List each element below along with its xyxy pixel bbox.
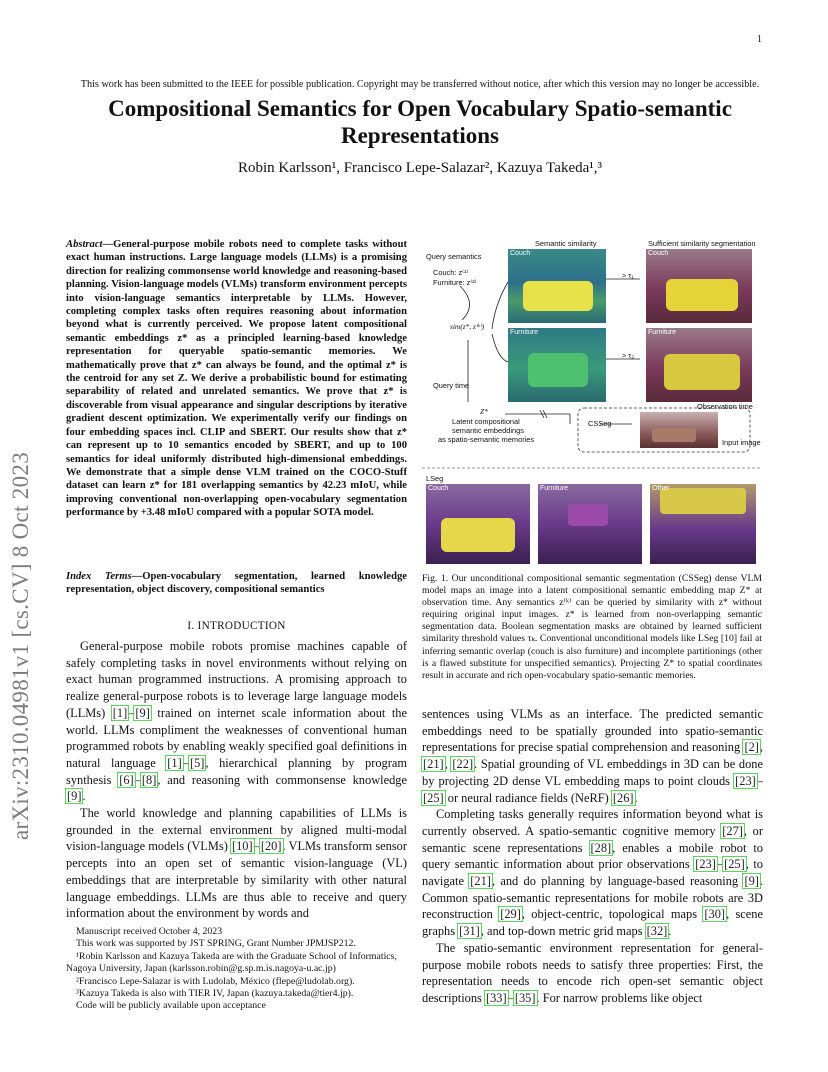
citation-link[interactable]: [20] xyxy=(260,839,282,854)
text-run: The world knowledge and planning capabilities of LLMs is grounded in the external environment by aligned multi-modal vision-language models (VLMs) xyxy=(66,806,407,854)
citation-link[interactable]: [22] xyxy=(452,757,474,772)
text-run: , or semantic scene representations xyxy=(422,823,763,855)
figure-1 xyxy=(420,234,764,567)
citation-link[interactable]: [9] xyxy=(744,874,759,889)
figure-label: Latent compositional xyxy=(452,417,520,426)
footnote: Code will be publicly available upon acceptance xyxy=(76,1000,266,1012)
text-run: . VLMs transform sensor percepts into an open set of semantic vision-language (VL) embeddings that are interpretable by similarity with other natural language embeddings. LLMs are thus able to receive and query information about the environment by words and xyxy=(66,839,407,921)
citation-link[interactable]: [33] xyxy=(485,990,507,1005)
panel-tag: Couch xyxy=(428,485,449,492)
figure-label: CSSeg xyxy=(588,419,612,428)
citation-link[interactable]: [1] xyxy=(167,755,182,770)
text-run: , object-centric, topological maps xyxy=(521,907,704,922)
citation-link[interactable]: [25] xyxy=(423,790,444,805)
body-paragraph: Completing tasks generally requires information beyond what is currently observed. A spatio-semantic cognitive memory [27], or semantic scene representations [28], enables a mobile robot to query semantic information about prior observations [23]–[25], to navigate [21], and do planning by language-based reasoning [9]. Common spatio-semantic representations for mobile robots are 3D reconstruction [29], object-centric, topological maps [30], scene graphs [31], and top-down metric grid maps [32]. xyxy=(422,807,764,939)
text-run: . Spatial grounding of VL embeddings in 3D can be done by projecting 2D dense VL embedding maps to point clouds xyxy=(422,757,763,788)
abstract-text: —General-purpose mobile robots need to complete tasks without exact human instructions. Large language models (LLMs) is a promising direction for realizing commonsense world knowledge and reasoning-based planning. Vision-language models (VLMs) transform environment percepts into vision-language semantics interpretable by LLMs. However, completing complex tasks often requires reasoning about information beyond what is currently perceived. We propose latent compositional semantic embeddings z* as a principled learning-based knowledge representation for queryable spatio-semantic memories. We mathematically prove that z* can always be found, and the optimal z* is the centroid for any set Z. We derive a probabilistic bound for estimating separability of related and unrelated semantics. We prove that z* is discoverable from visual appearance and singular descriptions by iterative gradient descent optimization. We experimentally verify our findings on four embedding spaces incl. CLIP and SBERT. Our results show that z* can represent up to 10 semantics encoded by SBERT, and up to 100 semantics for ideal uniformly distributed high-dimensional embeddings. We demonstrate that a simple dense VLM trained on the COCO-Stuff dataset can learn z* for 181 overlapping semantics by 42.23 mIoU, while improving conventional non-overlapping open-vocabulary segmentation performance by +3.48 mIoU compared with a popular SOTA model. xyxy=(66,239,407,519)
text-run: , and top-down metric grid maps xyxy=(480,924,646,939)
citation-link[interactable]: [26] xyxy=(612,790,634,805)
input-image-thumbnail xyxy=(640,412,718,448)
figure-caption: Fig. 1. Our unconditional compositional semantic segmentation (CSSeg) dense VLM model maps an image into a latent compositional semantic embedding map Z* at observation time. Any semantics z⁽ᵏ⁾ can be queried by similarity with z* without requiring original input images. z* is learned from non-overlapping semantic segmentation data. Boolean segmentation masks are obtained by learned sufficient similarity threshold values τₖ. Conventional unconditional models like LSeg [10] fail at inferring semantic overlap (couch is also furniture) and incomplete partitionings (other is a flawed substitute for unspecified semantics). Projecting Z* to spatial coordinates result in accurate and rich open-vocabulary spatio-semantic memories. xyxy=(422,573,762,681)
panel-tag: Furniture xyxy=(648,329,677,336)
abstract xyxy=(66,238,407,520)
figure-label: Z* xyxy=(480,407,488,416)
similarity-map-furniture xyxy=(508,328,606,402)
text-run: , enables a mobile robot to query semantic information about prior observations xyxy=(422,840,763,872)
figure-label: Semantic similarity xyxy=(535,239,597,248)
text-run: , and do planning by language-based reasoning xyxy=(491,874,744,889)
citation-link[interactable]: [6] xyxy=(119,772,134,787)
lseg-panel-furniture xyxy=(538,484,642,564)
figure-label: as spatio-semantic memories xyxy=(438,435,535,444)
text-run: , hierarchical planning by program synthesis xyxy=(66,755,407,787)
paper-title: Compositional Semantics for Open Vocabulary Spatio-semantic Representations xyxy=(108,96,732,148)
lseg-panel-other xyxy=(650,484,756,564)
citation-link[interactable]: [32] xyxy=(646,924,668,939)
figure-label: Observation time xyxy=(697,402,753,411)
text-run: , scene graphs xyxy=(422,907,764,939)
body-paragraph: sentences using VLMs as an interface. The predicted semantic embeddings need to be spatially grounded into spatio-semantic representations for precise spatial comprehension and reasoning [2], [21], [22]. Spatial grounding of VL embeddings in 3D can be done by projecting 2D dense VL embedding maps to point clouds [23]–[25] or neural radiance fields (NeRF) [26]. xyxy=(422,707,763,805)
index-terms xyxy=(66,570,407,597)
figure-label: Couch: z⁽¹⁾ xyxy=(433,268,469,277)
lseg-panel-couch xyxy=(426,484,530,564)
panel-tag: Furniture xyxy=(540,485,569,492)
figure-label: semantic embeddings xyxy=(452,426,524,435)
text-run: . Common spatio-semantic representations for mobile robots are 3D reconstruction xyxy=(422,874,763,922)
text-run: trained on internet scale information about the world. LLMs compliment the weaknesses of conventional human programmed robots by enabling weakly specified goal definitions in natural language xyxy=(66,705,408,770)
figure-label: Sufficient similarity segmentation xyxy=(648,239,756,248)
text-run: . xyxy=(668,924,672,939)
citation-link[interactable]: [31] xyxy=(459,924,480,939)
text-run: . xyxy=(634,790,638,805)
panel-tag: Couch xyxy=(510,250,531,257)
citation-link[interactable]: [30] xyxy=(704,907,726,922)
citation-link[interactable]: [25] xyxy=(724,857,745,872)
text-run: sentences using VLMs as an interface. The predicted semantic embeddings need to be spatially grounded into spatio-semantic representations for precise spatial comprehension and reasoning xyxy=(422,707,763,755)
text-run: General-purpose mobile robots promise machines capable of safely completing tasks in novel environments without relying on exact human programmed instructions. A promising approach to realize general-purpose robots is to leverage large language models (LLMs) xyxy=(66,639,407,720)
right-column-body xyxy=(422,706,763,1007)
text-run: The spatio-semantic environment representation for general-purpose mobile robots needs to satisfy three properties: First, the representation needs to encode rich open-set semantic object descriptions xyxy=(422,940,763,1005)
citation-link[interactable]: [27] xyxy=(722,823,743,838)
abstract-lead: Abstract xyxy=(66,239,103,250)
footnotes xyxy=(66,926,407,1013)
citation-link[interactable]: [9] xyxy=(67,789,82,804)
text-run: , and reasoning with commonsense knowledge xyxy=(157,772,407,787)
text-run: Completing tasks generally requires information beyond what is currently observed. A spatio-semantic cognitive memory xyxy=(422,807,763,838)
citation-link[interactable]: [28] xyxy=(590,840,612,855)
body-paragraph: The spatio-semantic environment representation for general-purpose mobile robots needs to satisfy three properties: First, the representation needs to encode rich open-set semantic object descriptions [33]–[35]. For narrow problems like object xyxy=(422,940,763,1005)
citation-link[interactable]: [1] xyxy=(112,705,128,720)
index-terms-lead: Index Terms xyxy=(66,571,132,582)
figure-label: Query semantics xyxy=(426,252,482,261)
section-heading: I. INTRODUCTION xyxy=(187,620,286,632)
citation-link[interactable]: [21] xyxy=(423,757,444,772)
introduction-body xyxy=(66,638,407,922)
similarity-map-couch xyxy=(508,249,606,323)
footnote: ²Francisco Lepe-Salazar is with Ludolab, México (flepe@ludolab.org). xyxy=(76,975,355,987)
arxiv-sidebar-stamp: arXiv:2310.04981v1 [cs.CV] 8 Oct 2023 xyxy=(8,452,33,840)
figure-label: sim(z*, z⁽ᵏ⁾) xyxy=(450,322,485,331)
segmentation-mask-furniture xyxy=(646,328,752,402)
page-number: 1 xyxy=(757,34,762,45)
text-run: or neural radiance fields (NeRF) xyxy=(444,790,612,805)
index-terms-text: —Open-vocabulary segmentation, learned knowledge representation, object discovery, compositional semantics xyxy=(66,571,407,596)
footnote: ¹Robin Karlsson and Kazuya Takeda are with the Graduate School of Informatics, Nagoya University, Japan (karlsson.robin@g.sp.m.is.nagoya-u.ac.jp) xyxy=(66,950,397,975)
footnote: This work was supported by JST SPRING, Grant Number JPMJSP212. xyxy=(76,938,356,950)
figure-label: LSeg xyxy=(426,474,444,483)
segmentation-mask-couch xyxy=(646,249,752,323)
intro-paragraph: General-purpose mobile robots promise machines capable of safely completing tasks in novel environments without relying on exact human programmed instructions. A promising approach to realize general-purpose robots is to leverage large language models (LLMs) [1]–[9] trained on internet scale information about the world. LLMs compliment the weaknesses of conventional human programmed robots by enabling weakly specified goal definitions in natural language [1]–[5], hierarchical planning by program synthesis [6]–[8], and reasoning with commonsense knowledge [9]. xyxy=(66,639,408,804)
citation-link[interactable]: [8] xyxy=(141,772,157,787)
text-run: . For narrow problems like object xyxy=(536,990,703,1005)
copyright-notice: This work has been submitted to the IEEE for possible publication. Copyright may be transferred without notice, after which this version may no longer be accessible. xyxy=(80,79,760,90)
citation-link[interactable]: [21] xyxy=(470,874,491,889)
figure-label: > τ₁ xyxy=(622,271,634,280)
citation-link[interactable]: [23] xyxy=(735,773,756,788)
figure-label: Input image xyxy=(722,438,761,447)
citation-link[interactable]: [2] xyxy=(744,740,759,755)
figure-label: Query time xyxy=(433,381,470,390)
panel-tag: Couch xyxy=(648,250,669,257)
text-run: , to navigate xyxy=(422,857,763,889)
text-run: . xyxy=(82,789,86,804)
footnote: Manuscript received October 4, 2023 xyxy=(76,926,223,937)
figure-label: > τ₂ xyxy=(622,351,635,360)
panel-tag: Furniture xyxy=(510,329,539,336)
panel-tag: Other xyxy=(652,485,670,492)
citation-link[interactable]: [23] xyxy=(695,857,716,872)
figure-label: Furniture: z⁽²⁾ xyxy=(433,278,477,287)
footnote: ³Kazuya Takeda is also with TIER IV, Japan (kazuya.takeda@tier4.jp). xyxy=(76,988,354,1000)
citation-link[interactable]: [5] xyxy=(189,755,205,770)
intro-paragraph: The world knowledge and planning capabilities of LLMs is grounded in the external environment by aligned multi-modal vision-language models (VLMs) [10]–[20]. VLMs transform sensor percepts into an open set of semantic vision-language (VL) embeddings that are interpretable by similarity with other natural language embeddings. LLMs are thus able to receive and query information about the environment by words and xyxy=(66,806,407,921)
author-list: Robin Karlsson¹, Francisco Lepe-Salazar², Kazuya Takeda¹,³ xyxy=(237,160,603,176)
citation-link[interactable]: [35] xyxy=(514,990,536,1005)
citation-link[interactable]: [10] xyxy=(231,839,253,854)
citation-link[interactable]: [9] xyxy=(135,705,150,720)
citation-link[interactable]: [29] xyxy=(500,907,521,922)
